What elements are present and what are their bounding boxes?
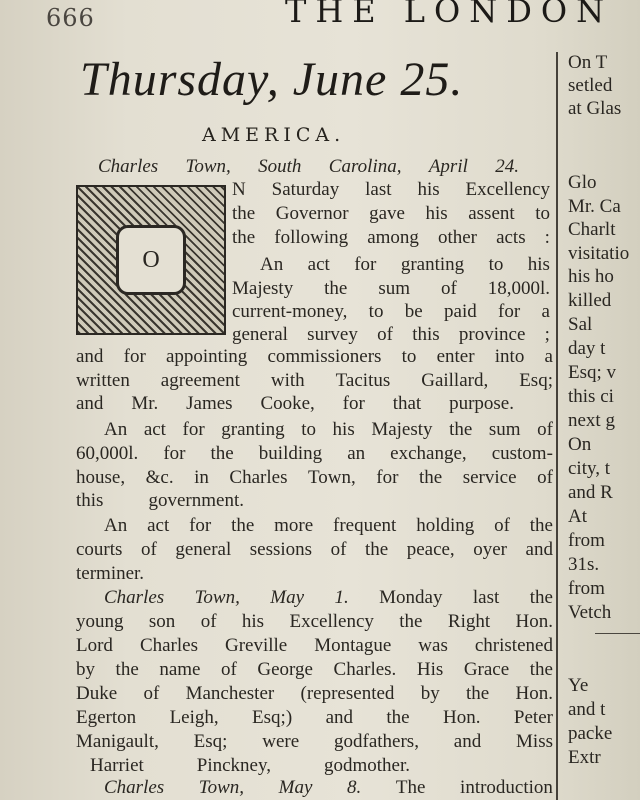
fragment-line: Esq; v bbox=[568, 362, 617, 383]
text-line: general survey of this province ; bbox=[232, 324, 550, 345]
text-line: young son of his Excellency the Right Hon. bbox=[76, 611, 553, 632]
section-heading: AMERICA. bbox=[202, 124, 346, 146]
fragment-line: at Glas bbox=[568, 98, 622, 119]
fragment-line: and R bbox=[568, 482, 613, 503]
fragment-line: Sal bbox=[568, 314, 593, 335]
fragment-line: packe bbox=[568, 723, 613, 744]
text-line: by the name of George Charles. His Grace the bbox=[76, 659, 553, 680]
text-line: the Governor gave his assent to bbox=[232, 203, 550, 224]
page-number: 666 bbox=[46, 4, 95, 32]
issue-date: Thursday, June 25. bbox=[80, 53, 464, 106]
initial-letter: O bbox=[142, 246, 160, 273]
text-line: Charles Town, South Carolina, April 24. bbox=[98, 156, 519, 177]
text-line: An act for the more frequent holding of the bbox=[104, 515, 553, 536]
decorative-initial-icon bbox=[76, 185, 226, 335]
fragment-line: Ye bbox=[568, 675, 589, 696]
fragment-line: next g bbox=[568, 410, 615, 431]
text-line: An act for granting to his bbox=[260, 254, 550, 275]
text-line: N Saturday last his Excellency bbox=[232, 179, 550, 200]
fragment-line: On bbox=[568, 434, 592, 455]
fragment-line: city, t bbox=[568, 458, 611, 479]
fragment-line: day t bbox=[568, 338, 606, 359]
masthead: THE LONDON bbox=[285, 0, 614, 30]
fragment-line: setled bbox=[568, 75, 613, 96]
text-line: Majesty the sum of 18,000l. bbox=[232, 278, 550, 299]
fragment-line: Charlt bbox=[568, 219, 616, 240]
right-column-divider bbox=[595, 633, 640, 634]
text-line: current-money, to be paid for a bbox=[232, 301, 550, 322]
text-line: courts of general sessions of the peace, oyer and bbox=[76, 539, 553, 560]
text-line: house, &c. in Charles Town, for the service of bbox=[76, 467, 553, 488]
text-line: Lord Charles Greville Montague was christened bbox=[76, 635, 553, 656]
text-line: and for appointing commissioners to enter into a bbox=[76, 346, 553, 367]
text-line: written agreement with Tacitus Gaillard, Esq; bbox=[76, 370, 553, 391]
text-line: 60,000l. for the building an exchange, custom- bbox=[76, 443, 553, 464]
fragment-line: from bbox=[568, 530, 605, 551]
text-line: Egerton Leigh, Esq;) and the Hon. Peter bbox=[76, 707, 553, 728]
column-rule bbox=[556, 52, 558, 800]
text-line: Charles Town, May 1. Monday last the bbox=[104, 587, 553, 608]
fragment-line: his ho bbox=[568, 266, 614, 287]
text-line: the following among other acts : bbox=[232, 227, 550, 248]
text-line: and Mr. James Cooke, for that purpose. bbox=[76, 393, 514, 414]
text-line: Charles Town, May 8. The introduction bbox=[104, 777, 553, 798]
fragment-line: Vetch bbox=[568, 602, 612, 623]
text-line: this government. bbox=[76, 490, 244, 511]
text-line: Manigault, Esq; were godfathers, and Miss bbox=[76, 731, 553, 752]
text-line: An act for granting to his Majesty the sum of bbox=[104, 419, 553, 440]
fragment-line: 31s. bbox=[568, 554, 600, 575]
fragment-line: this ci bbox=[568, 386, 614, 407]
fragment-line: killed bbox=[568, 290, 612, 311]
fragment-line: visitatio bbox=[568, 243, 630, 264]
fragment-line: On T bbox=[568, 52, 608, 73]
fragment-line: and t bbox=[568, 699, 606, 720]
fragment-line: Extr bbox=[568, 747, 601, 768]
text-line: terminer. bbox=[76, 563, 145, 584]
text-line: Duke of Manchester (represented by the Hon. bbox=[76, 683, 553, 704]
fragment-line: from bbox=[568, 578, 605, 599]
text-line: Harriet Pinckney, godmother. bbox=[90, 755, 410, 776]
fragment-line: At bbox=[568, 506, 587, 527]
fragment-line: Mr. Ca bbox=[568, 196, 621, 217]
fragment-line: Glo bbox=[568, 172, 597, 193]
